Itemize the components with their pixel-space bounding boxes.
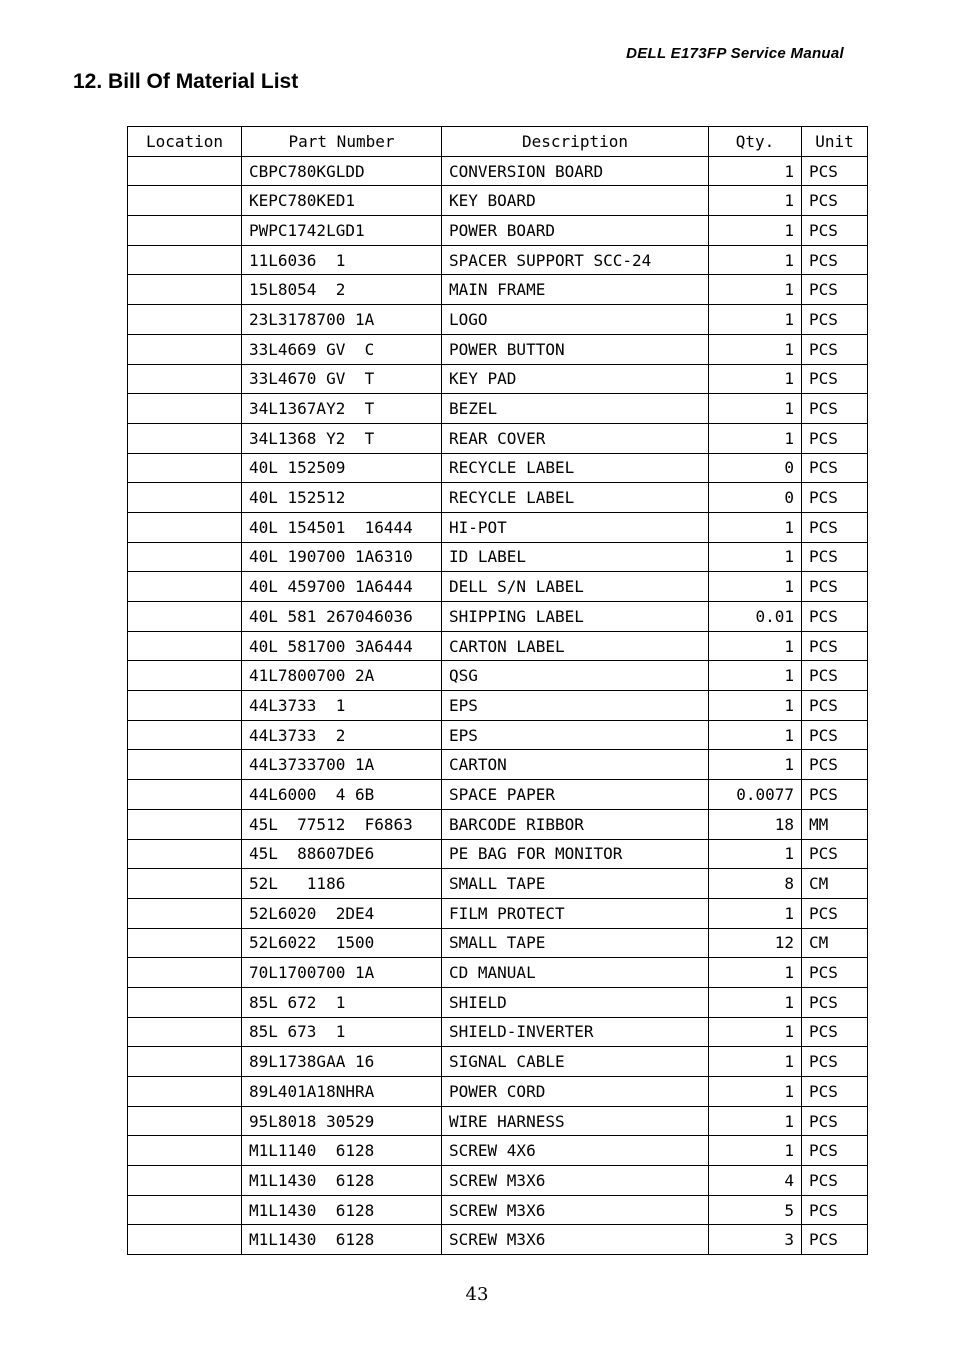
qty-cell: 0.01 — [709, 602, 802, 632]
description-cell: SCREW M3X6 — [442, 1195, 709, 1225]
location-cell — [128, 483, 242, 513]
location-cell — [128, 1017, 242, 1047]
qty-cell: 1 — [709, 394, 802, 424]
description-cell: QSG — [442, 661, 709, 691]
part-number-cell: 44L6000 4 6B — [242, 780, 442, 810]
location-cell — [128, 216, 242, 246]
unit-cell: PCS — [802, 245, 868, 275]
description-cell: REAR COVER — [442, 423, 709, 453]
unit-cell: PCS — [802, 1136, 868, 1166]
description-cell: RECYCLE LABEL — [442, 483, 709, 513]
part-number-cell: 70L1700700 1A — [242, 958, 442, 988]
part-number-cell: 40L 581 267046036 — [242, 602, 442, 632]
qty-cell: 3 — [709, 1225, 802, 1255]
location-cell — [128, 750, 242, 780]
bill-of-material-table — [127, 126, 868, 1255]
description-cell: KEY BOARD — [442, 186, 709, 216]
description-cell: ID LABEL — [442, 542, 709, 572]
table-row — [128, 987, 868, 1017]
qty-cell: 0 — [709, 453, 802, 483]
part-number-cell: 40L 152509 — [242, 453, 442, 483]
location-cell — [128, 958, 242, 988]
unit-cell: PCS — [802, 958, 868, 988]
unit-cell: PCS — [802, 423, 868, 453]
table-row — [128, 1195, 868, 1225]
unit-cell: PCS — [802, 542, 868, 572]
location-cell — [128, 423, 242, 453]
description-cell: SHIELD — [442, 987, 709, 1017]
description-cell: KEY PAD — [442, 364, 709, 394]
qty-cell: 1 — [709, 720, 802, 750]
part-number-cell: 44L3733 2 — [242, 720, 442, 750]
location-cell — [128, 1077, 242, 1107]
location-cell — [128, 987, 242, 1017]
description-cell: POWER CORD — [442, 1077, 709, 1107]
unit-cell: PCS — [802, 483, 868, 513]
unit-cell: PCS — [802, 839, 868, 869]
part-number-cell: 45L 77512 F6863 — [242, 809, 442, 839]
table-row — [128, 750, 868, 780]
qty-cell: 1 — [709, 542, 802, 572]
description-cell: EPS — [442, 691, 709, 721]
part-number-cell: M1L1430 6128 — [242, 1225, 442, 1255]
qty-cell: 1 — [709, 661, 802, 691]
unit-cell: PCS — [802, 572, 868, 602]
unit-cell: PCS — [802, 512, 868, 542]
qty-cell: 1 — [709, 364, 802, 394]
qty-cell: 1 — [709, 156, 802, 186]
unit-cell: PCS — [802, 334, 868, 364]
part-number-cell: 89L401A18NHRA — [242, 1077, 442, 1107]
part-number-cell: 95L8018 30529 — [242, 1106, 442, 1136]
part-number-cell: 52L 1186 — [242, 869, 442, 899]
part-number-cell: 33L4669 GV C — [242, 334, 442, 364]
location-cell — [128, 186, 242, 216]
location-cell — [128, 928, 242, 958]
qty-cell: 1 — [709, 1017, 802, 1047]
qty-cell: 1 — [709, 898, 802, 928]
description-cell: MAIN FRAME — [442, 275, 709, 305]
column-header-part-number: Part Number — [242, 127, 442, 157]
location-cell — [128, 275, 242, 305]
qty-cell: 1 — [709, 750, 802, 780]
location-cell — [128, 839, 242, 869]
table-row — [128, 1077, 868, 1107]
description-cell: SHIELD-INVERTER — [442, 1017, 709, 1047]
part-number-cell: M1L1140 6128 — [242, 1136, 442, 1166]
table-row — [128, 245, 868, 275]
table-row — [128, 275, 868, 305]
unit-cell: MM — [802, 809, 868, 839]
table-row — [128, 156, 868, 186]
table-row — [128, 720, 868, 750]
table-row — [128, 1106, 868, 1136]
page-number: 43 — [465, 1284, 489, 1305]
part-number-cell: 45L 88607DE6 — [242, 839, 442, 869]
qty-cell: 1 — [709, 631, 802, 661]
column-header-qty: Qty. — [709, 127, 802, 157]
unit-cell: PCS — [802, 364, 868, 394]
table-row — [128, 958, 868, 988]
description-cell: DELL S/N LABEL — [442, 572, 709, 602]
location-cell — [128, 394, 242, 424]
description-cell: SMALL TAPE — [442, 869, 709, 899]
part-number-cell: CBPC780KGLDD — [242, 156, 442, 186]
description-cell: SPACE PAPER — [442, 780, 709, 810]
description-cell: WIRE HARNESS — [442, 1106, 709, 1136]
table-row — [128, 453, 868, 483]
part-number-cell: 15L8054 2 — [242, 275, 442, 305]
table-row — [128, 839, 868, 869]
location-cell — [128, 720, 242, 750]
description-cell: HI-POT — [442, 512, 709, 542]
part-number-cell: 40L 152512 — [242, 483, 442, 513]
part-number-cell: 44L3733 1 — [242, 691, 442, 721]
description-cell: RECYCLE LABEL — [442, 453, 709, 483]
table-row — [128, 691, 868, 721]
location-cell — [128, 334, 242, 364]
qty-cell: 1 — [709, 691, 802, 721]
table-row — [128, 661, 868, 691]
qty-cell: 12 — [709, 928, 802, 958]
column-header-description: Description — [442, 127, 709, 157]
location-cell — [128, 542, 242, 572]
qty-cell: 1 — [709, 1106, 802, 1136]
qty-cell: 1 — [709, 245, 802, 275]
table-row — [128, 809, 868, 839]
unit-cell: CM — [802, 869, 868, 899]
qty-cell: 1 — [709, 572, 802, 602]
unit-cell: CM — [802, 928, 868, 958]
unit-cell: PCS — [802, 394, 868, 424]
part-number-cell: 85L 672 1 — [242, 987, 442, 1017]
qty-cell: 1 — [709, 1077, 802, 1107]
location-cell — [128, 661, 242, 691]
qty-cell: 0 — [709, 483, 802, 513]
location-cell — [128, 512, 242, 542]
part-number-cell: 52L6020 2DE4 — [242, 898, 442, 928]
unit-cell: PCS — [802, 275, 868, 305]
location-cell — [128, 305, 242, 335]
description-cell: SCREW M3X6 — [442, 1225, 709, 1255]
table-row — [128, 898, 868, 928]
description-cell: POWER BUTTON — [442, 334, 709, 364]
qty-cell: 1 — [709, 987, 802, 1017]
qty-cell: 1 — [709, 839, 802, 869]
qty-cell: 5 — [709, 1195, 802, 1225]
part-number-cell: 33L4670 GV T — [242, 364, 442, 394]
table-row — [128, 780, 868, 810]
unit-cell: PCS — [802, 780, 868, 810]
description-cell: FILM PROTECT — [442, 898, 709, 928]
table-row — [128, 334, 868, 364]
table-row — [128, 1017, 868, 1047]
location-cell — [128, 1225, 242, 1255]
unit-cell: PCS — [802, 691, 868, 721]
unit-cell: PCS — [802, 631, 868, 661]
location-cell — [128, 156, 242, 186]
location-cell — [128, 1166, 242, 1196]
description-cell: SMALL TAPE — [442, 928, 709, 958]
unit-cell: PCS — [802, 453, 868, 483]
qty-cell: 1 — [709, 334, 802, 364]
location-cell — [128, 780, 242, 810]
qty-cell: 4 — [709, 1166, 802, 1196]
table-row — [128, 364, 868, 394]
qty-cell: 1 — [709, 275, 802, 305]
unit-cell: PCS — [802, 720, 868, 750]
qty-cell: 1 — [709, 958, 802, 988]
unit-cell: PCS — [802, 602, 868, 632]
part-number-cell: 34L1367AY2 T — [242, 394, 442, 424]
description-cell: EPS — [442, 720, 709, 750]
unit-cell: PCS — [802, 898, 868, 928]
part-number-cell: 40L 459700 1A6444 — [242, 572, 442, 602]
table-row — [128, 216, 868, 246]
unit-cell: PCS — [802, 1166, 868, 1196]
table-row — [128, 394, 868, 424]
location-cell — [128, 245, 242, 275]
qty-cell: 1 — [709, 512, 802, 542]
qty-cell: 1 — [709, 186, 802, 216]
location-cell — [128, 631, 242, 661]
part-number-cell: PWPC1742LGD1 — [242, 216, 442, 246]
description-cell: LOGO — [442, 305, 709, 335]
location-cell — [128, 1106, 242, 1136]
part-number-cell: 41L7800700 2A — [242, 661, 442, 691]
qty-cell: 1 — [709, 1136, 802, 1166]
table-body — [128, 156, 868, 1254]
description-cell: CARTON — [442, 750, 709, 780]
unit-cell: PCS — [802, 156, 868, 186]
description-cell: CONVERSION BOARD — [442, 156, 709, 186]
location-cell — [128, 809, 242, 839]
part-number-cell: 40L 154501 16444 — [242, 512, 442, 542]
qty-cell: 8 — [709, 869, 802, 899]
location-cell — [128, 1047, 242, 1077]
location-cell — [128, 364, 242, 394]
part-number-cell: KEPC780KED1 — [242, 186, 442, 216]
location-cell — [128, 1136, 242, 1166]
table-row — [128, 1225, 868, 1255]
part-number-cell: 40L 190700 1A6310 — [242, 542, 442, 572]
qty-cell: 1 — [709, 423, 802, 453]
location-cell — [128, 572, 242, 602]
part-number-cell: 89L1738GAA 16 — [242, 1047, 442, 1077]
unit-cell: PCS — [802, 1106, 868, 1136]
unit-cell: PCS — [802, 661, 868, 691]
description-cell: CD MANUAL — [442, 958, 709, 988]
description-cell: SCREW M3X6 — [442, 1166, 709, 1196]
table-row — [128, 423, 868, 453]
table-row — [128, 542, 868, 572]
part-number-cell: 44L3733700 1A — [242, 750, 442, 780]
unit-cell: PCS — [802, 305, 868, 335]
part-number-cell: 34L1368 Y2 T — [242, 423, 442, 453]
qty-cell: 1 — [709, 1047, 802, 1077]
column-header-location: Location — [128, 127, 242, 157]
unit-cell: PCS — [802, 1047, 868, 1077]
table-row — [128, 483, 868, 513]
part-number-cell: M1L1430 6128 — [242, 1166, 442, 1196]
unit-cell: PCS — [802, 1195, 868, 1225]
qty-cell: 1 — [709, 305, 802, 335]
table-row — [128, 1136, 868, 1166]
description-cell: PE BAG FOR MONITOR — [442, 839, 709, 869]
qty-cell: 18 — [709, 809, 802, 839]
description-cell: SIGNAL CABLE — [442, 1047, 709, 1077]
description-cell: SHIPPING LABEL — [442, 602, 709, 632]
table-row — [128, 869, 868, 899]
section-title: 12. Bill Of Material List — [73, 70, 299, 93]
table-row — [128, 1166, 868, 1196]
table-header-row — [128, 127, 868, 157]
description-cell: CARTON LABEL — [442, 631, 709, 661]
table-row — [128, 602, 868, 632]
description-cell: BARCODE RIBBOR — [442, 809, 709, 839]
part-number-cell: 11L6036 1 — [242, 245, 442, 275]
part-number-cell: 52L6022 1500 — [242, 928, 442, 958]
location-cell — [128, 869, 242, 899]
qty-cell: 1 — [709, 216, 802, 246]
location-cell — [128, 453, 242, 483]
unit-cell: PCS — [802, 1225, 868, 1255]
column-header-unit: Unit — [802, 127, 868, 157]
description-cell: SPACER SUPPORT SCC-24 — [442, 245, 709, 275]
unit-cell: PCS — [802, 750, 868, 780]
unit-cell: PCS — [802, 1017, 868, 1047]
unit-cell: PCS — [802, 186, 868, 216]
description-cell: BEZEL — [442, 394, 709, 424]
unit-cell: PCS — [802, 216, 868, 246]
table-row — [128, 305, 868, 335]
description-cell: SCREW 4X6 — [442, 1136, 709, 1166]
unit-cell: PCS — [802, 987, 868, 1017]
part-number-cell: 23L3178700 1A — [242, 305, 442, 335]
location-cell — [128, 602, 242, 632]
table-row — [128, 1047, 868, 1077]
table-row — [128, 631, 868, 661]
part-number-cell: 40L 581700 3A6444 — [242, 631, 442, 661]
table-row — [128, 512, 868, 542]
qty-cell: 0.0077 — [709, 780, 802, 810]
table-row — [128, 928, 868, 958]
unit-cell: PCS — [802, 1077, 868, 1107]
description-cell: POWER BOARD — [442, 216, 709, 246]
location-cell — [128, 898, 242, 928]
table-row — [128, 186, 868, 216]
part-number-cell: 85L 673 1 — [242, 1017, 442, 1047]
part-number-cell: M1L1430 6128 — [242, 1195, 442, 1225]
manual-title: DELL E173FP Service Manual — [626, 45, 844, 62]
table-row — [128, 572, 868, 602]
location-cell — [128, 1195, 242, 1225]
location-cell — [128, 691, 242, 721]
